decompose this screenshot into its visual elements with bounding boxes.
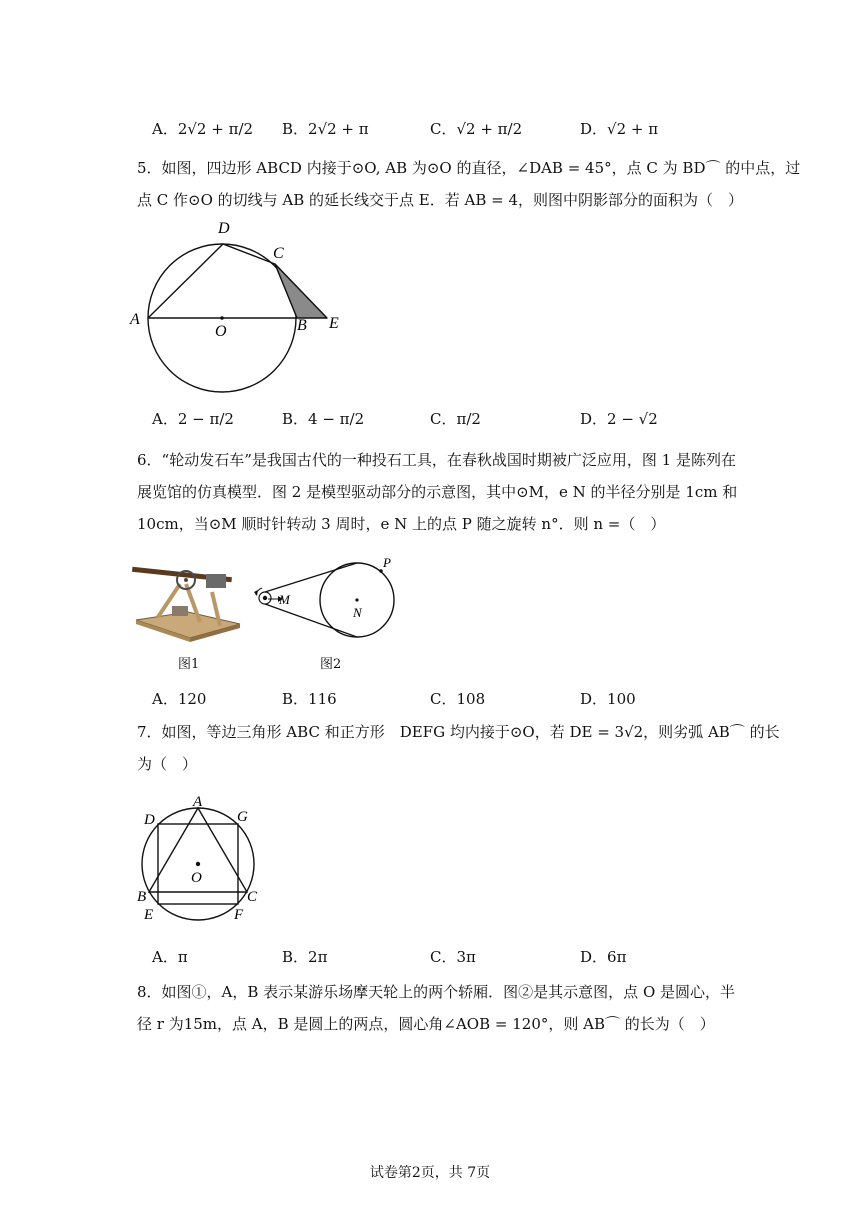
q7-label-e: E <box>144 907 154 923</box>
q8-text-line1: 8．如图①，A，B 表示某游乐场摩天轮上的两个轿厢．图②是其示意图，点 O 是圆心，半 <box>137 983 736 1001</box>
q7-figure <box>130 788 265 923</box>
q7-option-d: D．6π <box>580 948 627 966</box>
q5-option-d: D．2 − √2 <box>580 410 658 428</box>
q7-text-line1: 7．如图，等边三角形 ABC 和正方形 DEFG 均内接于⊙O，若 DE = 3√2，则劣弧 AB⌒ 的长 <box>137 723 780 741</box>
q6-text-line3: 10cm，当⊙M 顺时针转动 3 周时，e N 上的点 P 随之旋转 n°．则 n =（ ） <box>137 515 666 533</box>
q4-option-a: A．2√2 + π/2 <box>152 120 254 138</box>
q7-label-g: G <box>237 809 248 825</box>
q7-option-b: B．2π <box>282 948 328 966</box>
q5-label-a: A <box>130 311 140 328</box>
fig2-caption: 图2 <box>320 657 342 672</box>
q4-option-c: C．√2 + π/2 <box>430 120 523 138</box>
q5-figure <box>125 214 355 404</box>
q6-option-c: C．108 <box>430 690 486 708</box>
catapult-model-image <box>128 562 242 646</box>
q6-label-n: N <box>353 605 362 620</box>
q7-label-f: F <box>234 907 244 923</box>
q7-label-o: O <box>191 870 202 886</box>
q7-label-c: C <box>247 889 258 905</box>
q6-option-a: A．120 <box>152 690 207 708</box>
q6-figure2 <box>250 555 400 645</box>
q7-option-c: C．3π <box>430 948 476 966</box>
q5-option-c: C．π/2 <box>430 410 481 428</box>
q5-label-e: E <box>329 315 339 332</box>
q5-label-c: C <box>273 245 284 262</box>
q5-label-d: D <box>218 220 230 237</box>
q6-label-m: M <box>279 592 290 607</box>
q5-option-b: B．4 − π/2 <box>282 410 365 428</box>
q4-option-d: D．√2 + π <box>580 120 659 138</box>
q7-option-a: A．π <box>152 948 188 966</box>
q5-text-line1: 5．如图，四边形 ABCD 内接于⊙O, AB 为⊙O 的直径，∠DAB = 45°，点 C 为 BD⌒ 的中点，过 <box>137 159 801 177</box>
q6-option-b: B．116 <box>282 690 337 708</box>
page-footer: 试卷第2页，共 7页 <box>369 1165 491 1181</box>
q6-text-line1: 6．“轮动发石车”是我国古代的一种投石工具，在春秋战国时期被广泛应用，图 1 是陈列在 <box>137 451 736 469</box>
q7-label-a: A <box>193 794 203 810</box>
q7-text-line2: 为（ ） <box>137 755 198 773</box>
q5-option-a: A．2 − π/2 <box>152 410 234 428</box>
fig1-caption: 图1 <box>178 657 200 672</box>
q7-label-d: D <box>144 812 155 828</box>
q4-option-b: B．2√2 + π <box>282 120 369 138</box>
q5-label-o: O <box>215 323 227 340</box>
q5-label-b: B <box>297 317 307 334</box>
q5-text-line2: 点 C 作⊙O 的切线与 AB 的延长线交于点 E．若 AB = 4，则图中阴影部分的面积为（ ） <box>137 191 744 209</box>
q8-text-line2: 径 r 为15m，点 A，B 是圆上的两点，圆心角∠AOB = 120°，则 AB⌒ 的长为（ ） <box>137 1015 715 1033</box>
q6-text-line2: 展览馆的仿真模型．图 2 是模型驱动部分的示意图，其中⊙M，e N 的半径分别是 1cm 和 <box>137 483 738 501</box>
q7-label-b: B <box>137 889 147 905</box>
q6-label-p: P <box>383 555 391 570</box>
q6-option-d: D．100 <box>580 690 636 708</box>
